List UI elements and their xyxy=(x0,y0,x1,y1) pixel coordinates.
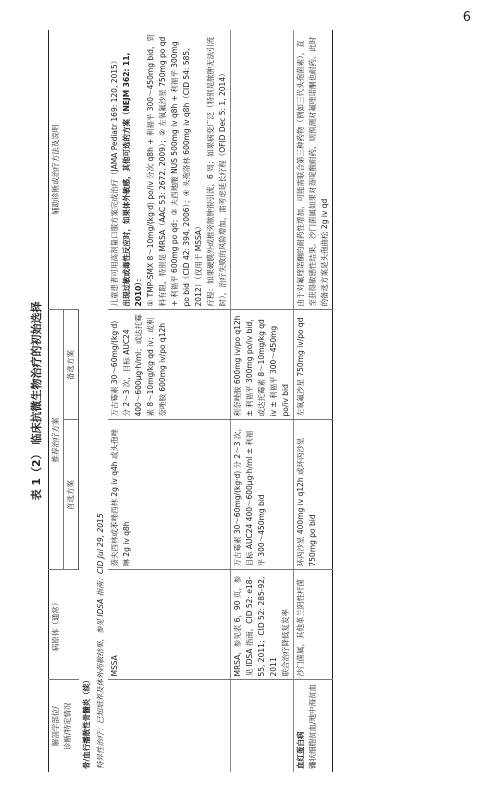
header-pathogen: 病原体（通常） xyxy=(49,570,79,680)
table-row xyxy=(231,30,294,772)
notes-cell: 由于对氟喹诺酮的耐药性增加，可能需联合第三种药物（例如三代头孢菌素），直至获得敏感性结果。沙门菌属如果对萘啶酸耐药，则预测对氟喹诺酮也耐药。此时的备选方案是头孢曲松 2g iv qd xyxy=(294,30,333,310)
site-cell xyxy=(231,680,294,772)
preferred-cell: 万古霉素 30～60mg/(kg·d) 分 2～3 次，目标 AUC24 400～600μg·h/ml ± 利福平 300～450mg bid xyxy=(231,420,294,570)
section-subtitle: 特异性治疗：已知培养及体外药敏结果，参见 IDSA 指南：CID Jul 29, 2015 xyxy=(96,513,105,769)
alternative-cell: 利奈唑胺 600mg iv/po q12h ± 利福平 300mg po/iv bid，或达托霉素 8～10mg/kg qd iv ± 利福平 300～450mg po/iv bid xyxy=(231,310,294,420)
preferred-cell: 萘夫西林或苯唑西林 2g iv q4h 或头孢唑啉 2g iv q8h xyxy=(108,420,231,570)
preferred-cell: 环丙沙星 400mg iv q12h 或环丙沙星 750mg po bid xyxy=(294,420,333,570)
rotated-table-page xyxy=(30,30,471,772)
header-alternative: 备选方案 xyxy=(64,310,79,420)
pathogen-cell: 沙门菌属，其他革兰阴性杆菌 xyxy=(294,570,333,680)
site-cell: 血红蛋白病 镰状细胞贫血/地中海贫血 xyxy=(294,680,333,772)
site-cell xyxy=(108,680,231,772)
header-site: 解剖学部位/ 诊断/特定情况 xyxy=(51,702,72,751)
notes-cell: 儿童患者可用高剂量口服方案完成治疗（JAMA Pediatr 169: 120, 2015） 出现过敏或毒性反应时，如果体外敏感，其他可选的方案（NEJM 362: 11, 2010）： ① TMP-SMX 8～10mg/(kg·d) po/iv 分次 q8h + 利福平 300～450mg bid，资料有限，特别是 MRSA（AAC 53: 2672, 2009）；② 左氧氟沙星 750mg po qd + 利福平 600mg po qd；③ 夫西地酸 NUS 500mg iv q8h + 利福平 300mg po bid（CID 42: 394, 2006）；④ 头孢洛林 600mg iv q8h（CID 54: 585, 2012）（仅用于 MSSA） 疗程：如果硬膜外或椎旁脓肿很引流，6 周；如果病变广泛（特别是脓肿无法引流时），治疗失败的风险增加，需考虑延长疗程（OFID Dec 5: 1, 2014） xyxy=(108,30,231,310)
header-notes: 辅助诊断或治疗方法及说明 xyxy=(49,30,79,310)
header-regimen-group: 推荐治疗方案 xyxy=(49,310,64,570)
table-title: 表 1（2） 临床抗微生物治疗的初始选择 xyxy=(30,301,43,501)
table-row xyxy=(294,30,333,772)
notes-cell xyxy=(231,30,294,310)
header-preferred: 首选方案 xyxy=(64,420,79,570)
treatment-table xyxy=(48,30,333,772)
alternative-cell: 万古霉素 30～60mg/(kg·d) 分 2～3 次，目标 AUC24 400～600μg·h/ml；或达托霉素 8～10mg/kg qd iv；或利奈唑胺 600mg iv/po q12h xyxy=(108,310,231,420)
alternative-cell: 左氧氟沙星 750mg iv/po qd xyxy=(294,310,333,420)
pathogen-cell: MSSA xyxy=(108,570,231,680)
section-title: 骨/血行播散性骨髓炎（续） xyxy=(82,676,91,769)
pathogen-cell: MRSA，参见表 6，90 页，参见 IDSA 指南，CID 52: e18-55, 2011；CID 52: 285-92, 2011 联合治疗降低复发率 xyxy=(231,570,294,680)
table-row xyxy=(108,30,231,772)
page-number: 6 xyxy=(462,10,471,25)
